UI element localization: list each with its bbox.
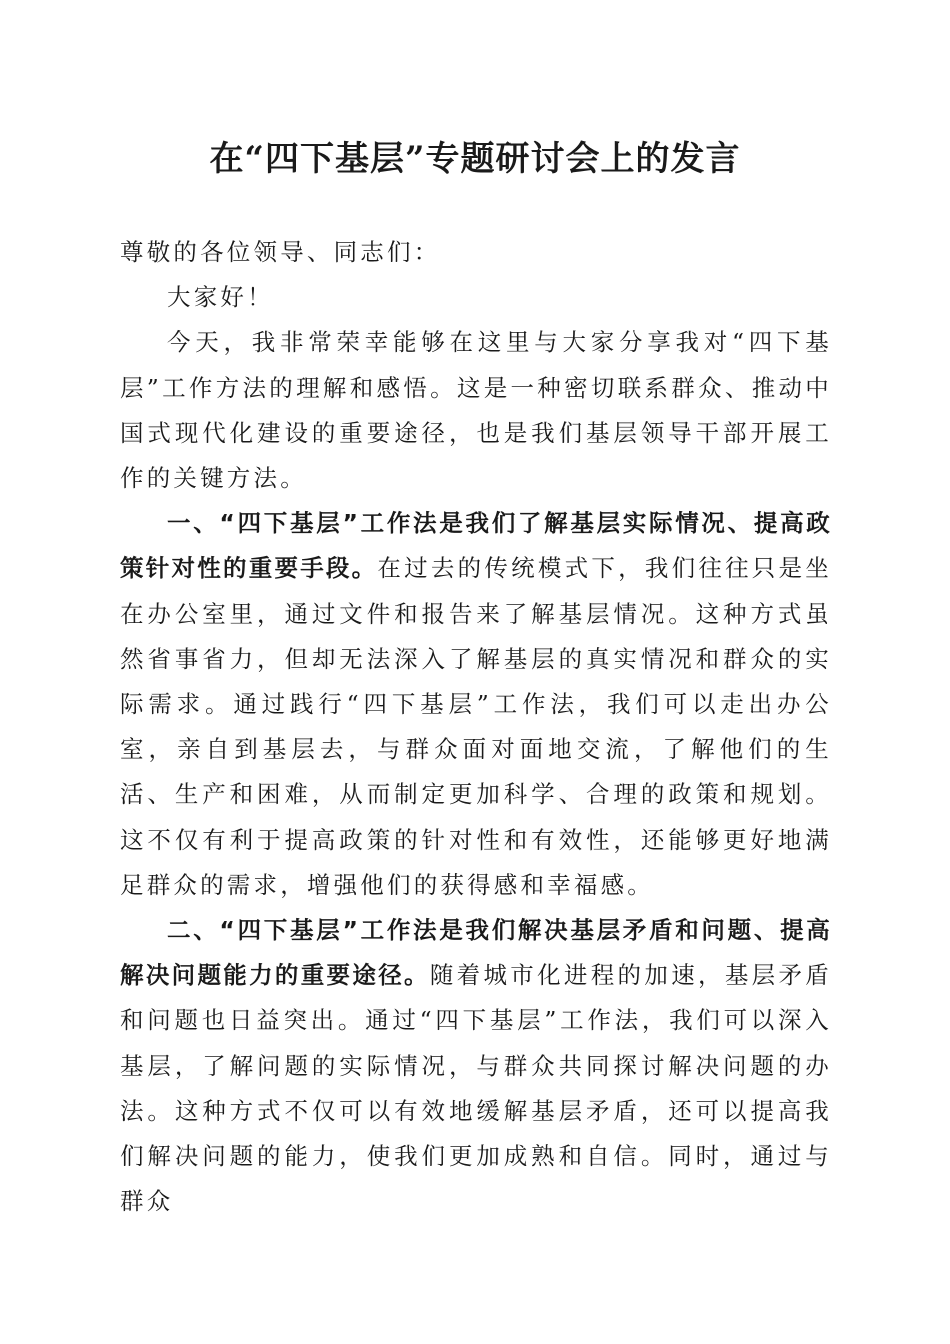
document-body (120, 230, 832, 1224)
section-1-body: 在过去的传统模式下，我们往往只是坐在办公室里，通过文件和报告来了解基层情况。这种方式虽然省事省力，但却无法深入了解基层的真实情况和群众的实际需求。通过践行“四下基层”工作法，我们可以走出办公室，亲自到基层去，与群众面对面地交流，了解他们的生活、生产和困难，从而制定更加科学、合理的政策和规划。这不仅有利于提高政策的针对性和有效性，还能够更好地满足群众的需求，增强他们的获得感和幸福感。 (120, 554, 832, 899)
section-2-paragraph (120, 908, 832, 1224)
section-2-body: 随着城市化进程的加速，基层矛盾和问题也日益突出。通过“四下基层”工作法，我们可以深入基层，了解问题的实际情况，与群众共同探讨解决问题的办法。这种方式不仅可以有效地缓解基层矛盾，还可以提高我们解决问题的能力，使我们更加成熟和自信。同时，通过与群众 (120, 961, 832, 1216)
document-title: 在“四下基层”专题研讨会上的发言 (209, 139, 741, 179)
salutation: 尊敬的各位领导、同志们： (120, 238, 441, 266)
intro-paragraph: 今天，我非常荣幸能够在这里与大家分享我对“四下基层”工作方法的理解和感悟。这是一种密切联系群众、推动中国式现代化建设的重要途径，也是我们基层领导干部开展工作的关键方法。 (120, 328, 832, 493)
section-1-heading: 一、“四下基层”工作法是我们了解基层实际情况、提高政策针对性的重要手段。 (120, 509, 832, 583)
greeting: 大家好！ (167, 283, 274, 312)
section-2-heading: 二、“四下基层”工作法是我们解决基层矛盾和问题、提高解决问题能力的重要途径。 (120, 916, 832, 990)
section-1-paragraph (120, 501, 832, 908)
